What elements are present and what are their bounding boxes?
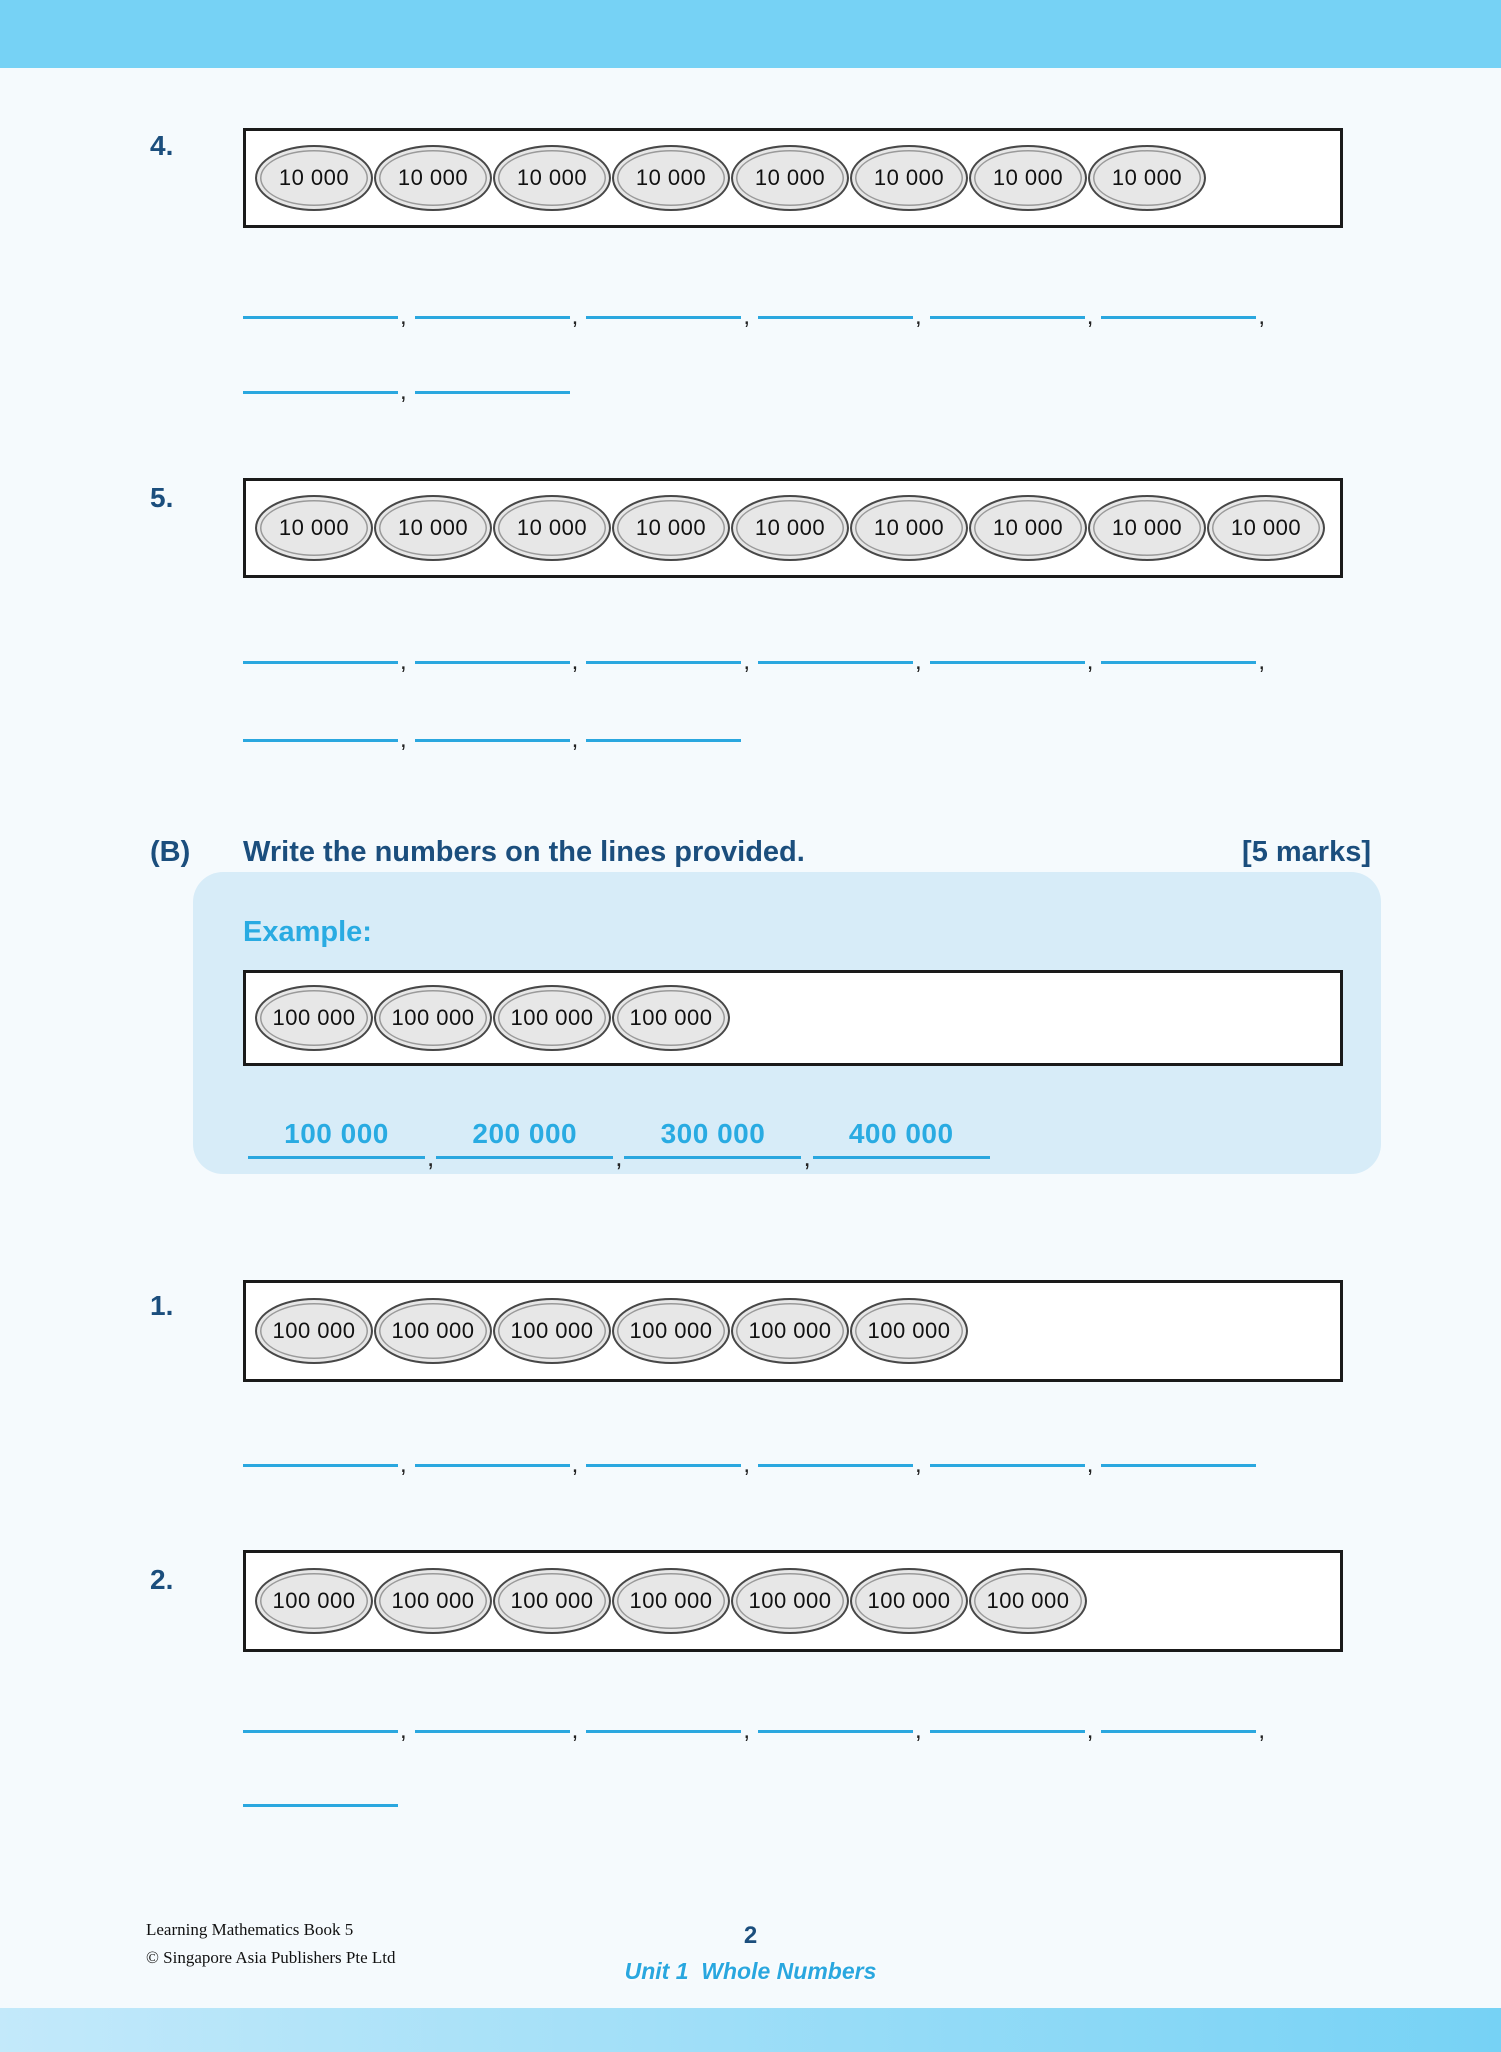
answer-line-row (243, 1777, 400, 1807)
answer-blank[interactable] (415, 1705, 570, 1733)
discs-box-q1 (243, 1280, 1343, 1382)
comma-separator: , (915, 1717, 922, 1744)
comma-separator: , (1258, 1717, 1266, 1744)
disc-value: 10 000 (992, 515, 1064, 540)
disc-value: 10 000 (873, 165, 945, 190)
disc-value: 10 000 (635, 165, 707, 190)
answer-blank[interactable] (243, 1439, 398, 1467)
answer-blank[interactable] (1101, 636, 1256, 664)
comma-separator: , (571, 726, 579, 753)
comma-separator: , (571, 648, 579, 675)
section-marks: [5 marks] (1242, 836, 1371, 868)
disc-value: 10 000 (873, 515, 945, 540)
number-disc-100000 (612, 1568, 730, 1634)
number-disc-100000 (493, 985, 611, 1051)
comma-separator: , (1258, 648, 1266, 675)
number-disc-10000 (374, 495, 492, 561)
disc-value: 100 000 (510, 1318, 594, 1343)
number-disc-10000 (731, 145, 849, 211)
answer-line-row (243, 364, 572, 405)
disc-value: 100 000 (629, 1005, 713, 1030)
disc-value: 10 000 (754, 515, 826, 540)
number-disc-100000 (612, 985, 730, 1051)
comma-separator: , (1086, 1451, 1094, 1478)
answer-blank[interactable] (930, 1705, 1085, 1733)
number-disc-100000 (255, 1568, 373, 1634)
comma-separator: , (571, 1717, 579, 1744)
disc-value: 100 000 (391, 1588, 475, 1613)
question-number-1: 1. (150, 1290, 174, 1321)
example-answers-row (248, 1118, 992, 1172)
disc-value: 100 000 (391, 1318, 475, 1343)
answer-blank[interactable] (415, 291, 570, 319)
comma-separator: , (571, 1451, 579, 1478)
number-disc-10000 (612, 495, 730, 561)
answer-blank[interactable] (930, 291, 1085, 319)
example-label: Example: (243, 916, 372, 948)
comma-separator: , (743, 648, 751, 675)
comma-separator: , (915, 1451, 922, 1478)
section-label: (B) (150, 836, 191, 868)
example-answer: 300 000 (624, 1118, 801, 1159)
number-disc-100000 (374, 1298, 492, 1364)
number-disc-10000 (493, 495, 611, 561)
comma-separator: , (615, 1142, 623, 1172)
disc-value: 10 000 (516, 165, 588, 190)
disc-value: 100 000 (748, 1588, 832, 1613)
number-disc-10000 (850, 145, 968, 211)
answer-blank[interactable] (1101, 1439, 1256, 1467)
number-disc-10000 (255, 145, 373, 211)
number-disc-100000 (850, 1568, 968, 1634)
number-disc-10000 (1088, 495, 1206, 561)
top-banner (0, 0, 1501, 68)
number-disc-100000 (731, 1298, 849, 1364)
discs-box-q5 (243, 478, 1343, 578)
number-disc-10000 (969, 495, 1087, 561)
disc-value: 10 000 (635, 515, 707, 540)
number-disc-10000 (255, 495, 373, 561)
answer-blank[interactable] (930, 1439, 1085, 1467)
discs-box-example (243, 970, 1343, 1066)
example-answer: 200 000 (436, 1118, 613, 1159)
example-answer: 100 000 (248, 1118, 425, 1159)
page-number: 2 (743, 1922, 758, 1949)
comma-separator: , (743, 1451, 751, 1478)
footer-publisher: © Singapore Asia Publishers Pte Ltd (146, 1948, 396, 1968)
comma-separator: , (400, 726, 407, 753)
answer-blank[interactable] (1101, 1705, 1256, 1733)
comma-separator: , (743, 1717, 751, 1744)
answer-blank[interactable] (243, 714, 398, 742)
answer-blank[interactable] (758, 636, 913, 664)
comma-separator: , (1086, 1717, 1094, 1744)
answer-blank[interactable] (243, 636, 398, 664)
disc-value: 100 000 (272, 1318, 356, 1343)
disc-value: 10 000 (397, 165, 469, 190)
comma-separator: , (915, 303, 922, 330)
question-number-4: 4. (150, 130, 174, 161)
section-title: Write the numbers on the lines provided. (243, 836, 805, 868)
question-number-2: 2. (150, 1564, 174, 1595)
discs-box-q4 (243, 128, 1343, 228)
number-disc-10000 (731, 495, 849, 561)
disc-value: 100 000 (748, 1318, 832, 1343)
number-disc-100000 (731, 1568, 849, 1634)
comma-separator: , (400, 303, 407, 330)
example-answer: 400 000 (813, 1118, 990, 1159)
number-disc-100000 (969, 1568, 1087, 1634)
disc-value: 100 000 (867, 1588, 951, 1613)
number-disc-100000 (493, 1298, 611, 1364)
comma-separator: , (1086, 648, 1094, 675)
disc-value: 100 000 (867, 1318, 951, 1343)
answer-blank[interactable] (1101, 291, 1256, 319)
answer-blank[interactable] (415, 366, 570, 394)
comma-separator: , (743, 303, 751, 330)
comma-separator: , (1086, 303, 1094, 330)
comma-separator: , (1258, 303, 1266, 330)
disc-value: 100 000 (986, 1588, 1070, 1613)
answer-blank[interactable] (586, 1705, 741, 1733)
answer-blank[interactable] (586, 1439, 741, 1467)
answer-line-row (243, 1437, 1258, 1478)
answer-blank[interactable] (415, 1439, 570, 1467)
number-disc-10000 (493, 145, 611, 211)
answer-line-row (243, 634, 1273, 675)
number-disc-10000 (1207, 495, 1325, 561)
comma-separator: , (803, 1142, 811, 1172)
answer-blank[interactable] (243, 1705, 398, 1733)
comma-separator: , (427, 1142, 435, 1172)
number-disc-100000 (374, 985, 492, 1051)
footer-book-title: Learning Mathematics Book 5 (146, 1920, 354, 1939)
discs-box-q2 (243, 1550, 1343, 1652)
number-disc-10000 (1088, 145, 1206, 211)
disc-value: 10 000 (1230, 515, 1302, 540)
number-disc-10000 (612, 145, 730, 211)
answer-blank[interactable] (758, 1705, 913, 1733)
number-disc-100000 (850, 1298, 968, 1364)
disc-value: 100 000 (629, 1588, 713, 1613)
disc-value: 10 000 (516, 515, 588, 540)
comma-separator: , (571, 303, 579, 330)
comma-separator: , (400, 1451, 407, 1478)
disc-value: 10 000 (397, 515, 469, 540)
answer-blank[interactable] (586, 291, 741, 319)
number-disc-100000 (255, 1298, 373, 1364)
disc-value: 100 000 (510, 1005, 594, 1030)
number-disc-100000 (493, 1568, 611, 1634)
comma-separator: , (400, 378, 407, 405)
disc-value: 100 000 (272, 1005, 356, 1030)
comma-separator: , (915, 648, 922, 675)
answer-blank[interactable] (586, 636, 741, 664)
disc-value: 10 000 (1111, 515, 1183, 540)
number-disc-100000 (255, 985, 373, 1051)
answer-line-row (243, 712, 743, 753)
answer-blank[interactable] (586, 714, 741, 742)
disc-value: 100 000 (391, 1005, 475, 1030)
answer-line-row (243, 289, 1273, 330)
number-disc-10000 (374, 145, 492, 211)
comma-separator: , (400, 648, 407, 675)
answer-blank[interactable] (243, 291, 398, 319)
disc-value: 10 000 (754, 165, 826, 190)
answer-blank[interactable] (758, 1439, 913, 1467)
disc-value: 10 000 (278, 165, 350, 190)
answer-blank[interactable] (758, 291, 913, 319)
answer-blank[interactable] (415, 714, 570, 742)
answer-blank[interactable] (415, 636, 570, 664)
answer-blank[interactable] (243, 366, 398, 394)
answer-line-row (243, 1703, 1273, 1744)
number-disc-100000 (612, 1298, 730, 1364)
disc-value: 100 000 (272, 1588, 356, 1613)
answer-blank[interactable] (243, 1779, 398, 1807)
disc-value: 100 000 (629, 1318, 713, 1343)
disc-value: 100 000 (510, 1588, 594, 1613)
number-disc-10000 (969, 145, 1087, 211)
disc-value: 10 000 (1111, 165, 1183, 190)
bottom-banner (0, 2008, 1501, 2052)
comma-separator: , (400, 1717, 407, 1744)
question-number-5: 5. (150, 482, 174, 513)
disc-value: 10 000 (278, 515, 350, 540)
disc-value: 10 000 (992, 165, 1064, 190)
unit-title: Unit 1 Whole Numbers (624, 1958, 877, 1984)
answer-blank[interactable] (930, 636, 1085, 664)
number-disc-10000 (850, 495, 968, 561)
number-disc-100000 (374, 1568, 492, 1634)
